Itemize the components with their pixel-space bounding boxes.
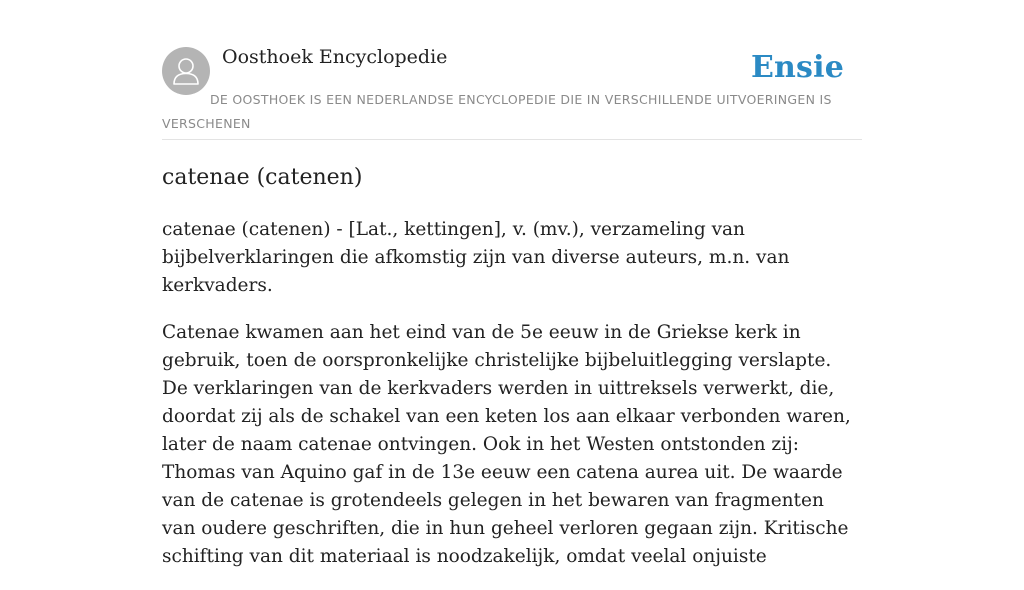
site-name-link[interactable]: Oosthoek Encyclopedie (222, 46, 448, 68)
article-paragraph-2: Catenae kwamen aan het eind van de 5e eeuw in de Griekse kerk in gebruik, toen de oorspronkelijke christelijke bijbeluitlegging verslapte. De verklaringen van de kerkvaders werden in uittreksels verwerkt, die, doordat zij als de schakel van een keten los aan elkaar verbonden waren, later de naam catenae ontvingen. Ook in het Westen ontstonden zij: Thomas van Aquino gaf in de 13e eeuw een catena aurea uit. De waarde van de catenae is grotendeels gelegen in het bewaren van fragmenten van oudere geschriften, die in hun geheel verloren gegaan zijn. Kritische schifting van dit materiaal is noodzakelijk, omdat veelal onjuiste (162, 322, 851, 567)
page-title: catenae (catenen) (162, 165, 363, 190)
site-tagline: DE OOSTHOEK IS EEN NEDERLANDSE ENCYCLOPEDIE DIE IN VERSCHILLENDE UITVOERINGEN IS VERSCHENEN (162, 92, 832, 131)
article-paragraph-1: catenae (catenen) - [Lat., kettingen], v. (mv.), verzameling van bijbelverklaringen die afkomstig zijn van diverse auteurs, m.n. van kerkvaders. (162, 219, 790, 296)
brand-logo[interactable]: Ensie (750, 50, 844, 85)
article-body (162, 216, 862, 590)
site-header (162, 0, 862, 140)
